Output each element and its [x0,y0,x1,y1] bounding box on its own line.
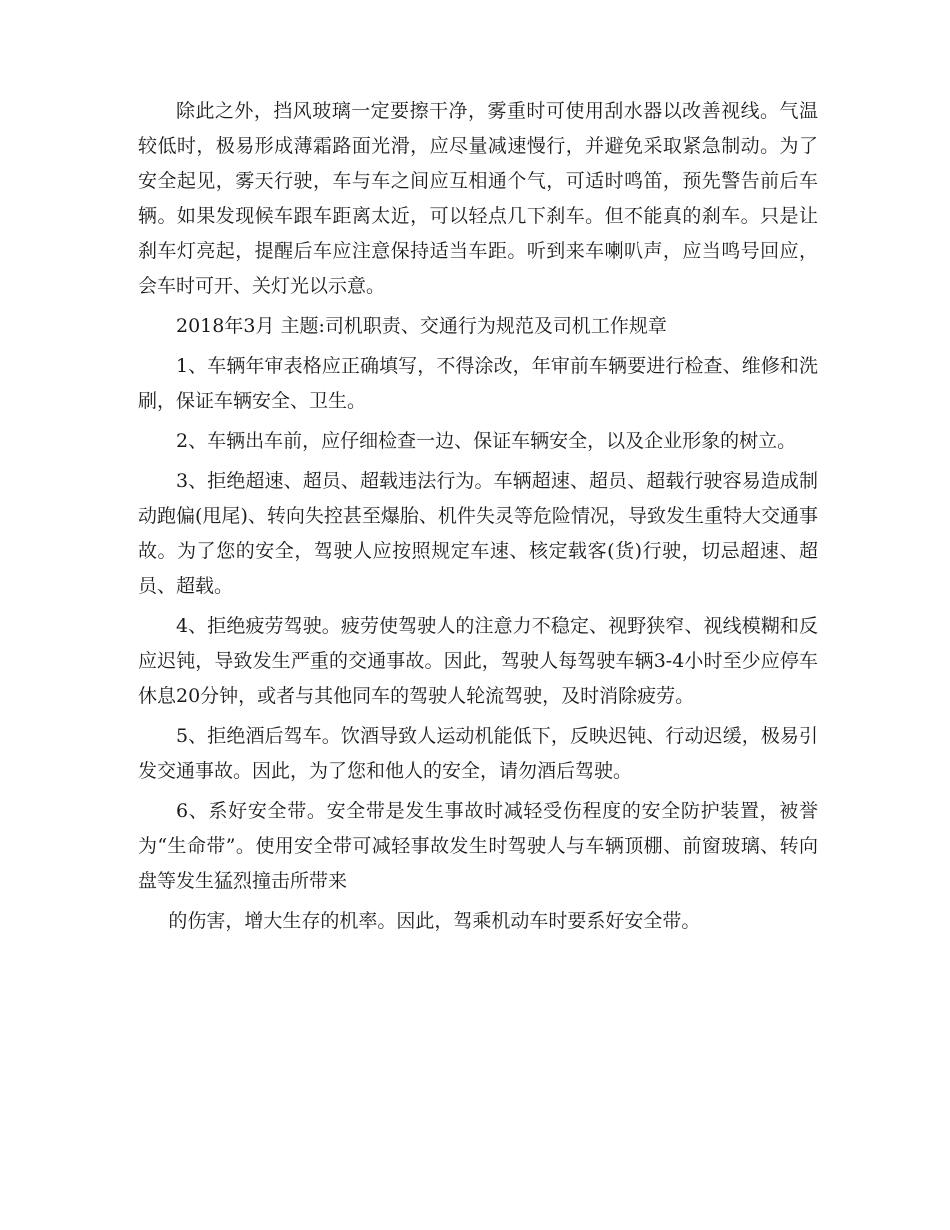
paragraph-rule-4: 4、拒绝疲劳驾驶。疲劳使驾驶人的注意力不稳定、视野狭窄、视线模糊和反应迟钝，导致发生严重的交通事故。因此，驾驶人每驾驶车辆3-4小时至少应停车休息20分钟，或者与其他同车的驾驶人轮流驾驶，及时消除疲劳。 [138,615,818,707]
paragraph-date-topic: 2018年3月 主题:司机职责、交通行为规范及司机工作规章 [176,315,667,337]
paragraph-rule-5: 5、拒绝酒后驾车。饮酒导致人运动机能低下，反映迟钝、行动迟缓，极易引发交通事故。因此，为了您和他人的安全，请勿酒后驾驶。 [138,725,818,782]
paragraph-fog-driving: 除此之外，挡风玻璃一定要擦干净，雾重时可使用刮水器以改善视线。气温较低时，极易形成薄霜路面光滑，应尽量减速慢行，并避免采取紧急制动。为了安全起见，雾天行驶，车与车之间应互相通个气，可适时鸣笛，预先警告前后车辆。如果发现候车跟车距离太近，可以轻点几下刹车。但不能真的刹车。只是让刹车灯亮起，提醒后车应注意保持适当车距。听到来车喇叭声，应当鸣号回应，会车时可开、关灯光以示意。 [138,100,818,297]
paragraph-rule-1: 1、车辆年审表格应正确填写，不得涂改，年审前车辆要进行检查、维修和洗刷，保证车辆安全、卫生。 [138,355,818,412]
document-body [138,94,818,944]
paragraph-rule-6: 6、系好安全带。安全带是发生事故时减轻受伤程度的安全防护装置，被誉为“生命带”。使用安全带可减轻事故发生时驾驶人与车辆顶棚、前窗玻璃、转向盘等发生猛烈撞击所带来 [138,800,818,892]
paragraph-rule-3: 3、拒绝超速、超员、超载违法行为。车辆超速、超员、超载行驶容易造成制动跑偏(甩尾)、转向失控甚至爆胎、机件失灵等危险情况，导致发生重特大交通事故。为了您的安全，驾驶人应按照规定车速、核定载客(货)行驶，切忌超速、超员、超载。 [138,470,818,597]
paragraph-rule-2: 2、车辆出车前，应仔细检查一边、保证车辆安全，以及企业形象的树立。 [176,430,797,452]
paragraph-rule-6-continued: 的伤害，增大生存的机率。因此，驾乘机动车时要系好安全带。 [168,910,701,932]
